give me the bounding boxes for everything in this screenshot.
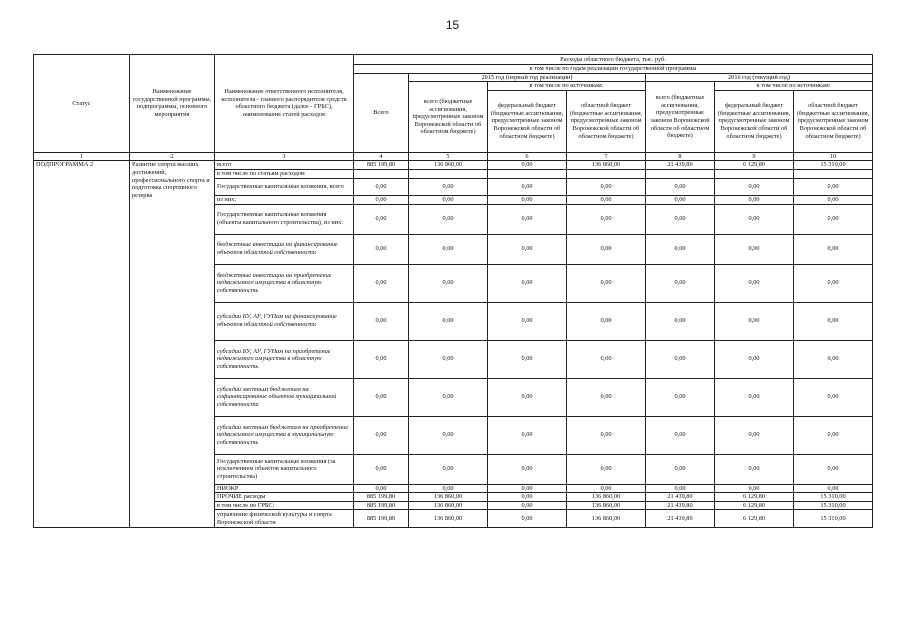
subprogram-name-cell: Развитие спорта высших достижений, профессионального спорта и подготовка спортивного резерва xyxy=(130,161,215,528)
header-executor: Наименование ответственного исполнителя, исполнителя - главного распорядителя средств областного бюджета (далее - ГРБС), наименование статей расходов xyxy=(215,55,354,153)
value-cell: 0,00 xyxy=(715,484,794,493)
row-label: в том числе по ГРБС: xyxy=(215,501,354,510)
value-cell: 0,00 xyxy=(354,204,409,234)
value-cell xyxy=(409,169,488,178)
column-number-row xyxy=(34,152,873,161)
row-label: из них: xyxy=(215,195,354,204)
value-cell: 21 439,80 xyxy=(646,493,715,502)
value-cell: 0,00 xyxy=(794,454,873,484)
value-cell: 0,00 xyxy=(488,302,567,340)
value-cell: 0,00 xyxy=(646,195,715,204)
row-label: НИОКР xyxy=(215,484,354,493)
value-cell: 885 199,80 xyxy=(354,510,409,528)
value-cell: 0,00 xyxy=(488,493,567,502)
header-expenses: Расходы областного бюджета, тыс. руб. xyxy=(354,55,873,65)
value-cell: 0,00 xyxy=(488,204,567,234)
value-cell: 0,00 xyxy=(794,378,873,416)
header-sources-2015: в том числе по источникам: xyxy=(488,82,646,91)
table-header xyxy=(34,55,873,161)
value-cell: 15 310,00 xyxy=(794,510,873,528)
value-cell: 0,00 xyxy=(646,454,715,484)
value-cell: 0,00 xyxy=(715,178,794,195)
col-number: 4 xyxy=(354,152,409,161)
value-cell: 0,00 xyxy=(567,378,646,416)
value-cell: 0,00 xyxy=(488,195,567,204)
value-cell: 0,00 xyxy=(488,340,567,378)
value-cell: 21 439,80 xyxy=(646,501,715,510)
value-cell: 0,00 xyxy=(715,378,794,416)
value-cell: 0,00 xyxy=(567,178,646,195)
value-cell: 0,00 xyxy=(715,340,794,378)
header-sources-2016: в том числе по источникам: xyxy=(715,82,873,91)
value-cell: 136 860,00 xyxy=(409,501,488,510)
value-cell: 0,00 xyxy=(567,416,646,454)
header-regional-2015: областной бюджет (бюджетные ассигнования, предусмотренные законом Воронежской области об областном бюджете) xyxy=(567,90,646,152)
row-label: ПРОЧИЕ расходы xyxy=(215,493,354,502)
value-cell: 0,00 xyxy=(409,234,488,264)
value-cell xyxy=(567,169,646,178)
value-cell: 0,00 xyxy=(567,454,646,484)
value-cell: 0,00 xyxy=(354,234,409,264)
value-cell: 0,00 xyxy=(646,234,715,264)
value-cell: 0,00 xyxy=(488,178,567,195)
value-cell: 885 199,80 xyxy=(354,493,409,502)
value-cell: 21 439,80 xyxy=(646,161,715,170)
value-cell: 15 310,00 xyxy=(794,493,873,502)
value-cell: 0,00 xyxy=(794,195,873,204)
value-cell: 0,00 xyxy=(409,178,488,195)
value-cell: 0,00 xyxy=(794,340,873,378)
value-cell: 0,00 xyxy=(409,264,488,302)
value-cell: 0,00 xyxy=(567,302,646,340)
row-label: управление физической культуры и спорта Воронежской области xyxy=(215,510,354,528)
value-cell: 0,00 xyxy=(567,234,646,264)
page-number: 15 xyxy=(445,18,460,32)
value-cell: 0,00 xyxy=(567,484,646,493)
value-cell xyxy=(488,169,567,178)
value-cell: 0,00 xyxy=(354,195,409,204)
value-cell: 6 129,80 xyxy=(715,161,794,170)
row-label: субсидии местным бюджетам на софинансирование объектов муниципальной собственности xyxy=(215,378,354,416)
value-cell: 0,00 xyxy=(646,264,715,302)
header-regional-2016: областной бюджет (бюджетные ассигнования, предусмотренные законом Воронежской области об областном бюджете) xyxy=(794,90,873,152)
value-cell: 0,00 xyxy=(794,416,873,454)
value-cell: 0,00 xyxy=(488,501,567,510)
value-cell: 0,00 xyxy=(488,510,567,528)
row-label: бюджетные инвестиции на приобретение недвижимого имущества в областную собственность xyxy=(215,264,354,302)
table-row xyxy=(34,161,873,170)
row-label: субсидии БУ, АУ, ГУПам на приобретение недвижимого имущества в областную собственность xyxy=(215,340,354,378)
value-cell: 15 310,00 xyxy=(794,501,873,510)
value-cell: 0,00 xyxy=(794,204,873,234)
row-label: бюджетные инвестиции на финансирование объектов областной собственности xyxy=(215,234,354,264)
value-cell: 0,00 xyxy=(488,416,567,454)
value-cell: 0,00 xyxy=(794,484,873,493)
header-by-years: в том числе по годам реализации государственной программы xyxy=(354,65,873,74)
value-cell: 0,00 xyxy=(794,302,873,340)
value-cell: 0,00 xyxy=(646,204,715,234)
value-cell: 0,00 xyxy=(794,234,873,264)
value-cell: 0,00 xyxy=(409,204,488,234)
value-cell: 0,00 xyxy=(567,340,646,378)
value-cell: 0,00 xyxy=(409,195,488,204)
row-label: Государственные капитальные вложения (объекты капитального строительства), из них: xyxy=(215,204,354,234)
value-cell: 0,00 xyxy=(715,264,794,302)
value-cell: 0,00 xyxy=(488,264,567,302)
row-label: субсидии БУ, АУ, ГУПам на финансирование объектов областной собственности xyxy=(215,302,354,340)
value-cell: 0,00 xyxy=(409,340,488,378)
value-cell: 0,00 xyxy=(715,454,794,484)
value-cell: 885 199,80 xyxy=(354,161,409,170)
value-cell: 0,00 xyxy=(354,340,409,378)
value-cell: 0,00 xyxy=(646,378,715,416)
header-year-2015: 2015 год (первый год реализации) xyxy=(409,73,646,82)
header-status: Статус xyxy=(34,55,130,153)
value-cell: 136 860,00 xyxy=(567,161,646,170)
value-cell: 0,00 xyxy=(567,204,646,234)
col-number: 5 xyxy=(409,152,488,161)
col-number: 1 xyxy=(34,152,130,161)
value-cell xyxy=(354,169,409,178)
value-cell xyxy=(715,169,794,178)
header-program-name: Наименование государственной программы, подпрограммы, основного мероприятия xyxy=(130,55,215,153)
value-cell: 0,00 xyxy=(488,161,567,170)
value-cell: 0,00 xyxy=(354,484,409,493)
row-label: субсидии местным бюджетам на приобретение недвижимого имущества в муниципальную собственность xyxy=(215,416,354,454)
col-number: 9 xyxy=(715,152,794,161)
value-cell: 0,00 xyxy=(715,416,794,454)
value-cell: 136 860,00 xyxy=(409,161,488,170)
row-label: всего xyxy=(215,161,354,170)
header-all-funds-2015: всего (бюджетные ассигнования, предусмотренные законом Воронежской области об областном бюджете) xyxy=(409,82,488,153)
value-cell: 6 129,80 xyxy=(715,510,794,528)
col-number: 8 xyxy=(646,152,715,161)
value-cell: 0,00 xyxy=(567,264,646,302)
value-cell: 0,00 xyxy=(354,454,409,484)
value-cell: 21 439,80 xyxy=(646,510,715,528)
value-cell: 0,00 xyxy=(488,234,567,264)
value-cell: 0,00 xyxy=(794,178,873,195)
value-cell: 0,00 xyxy=(715,234,794,264)
value-cell: 0,00 xyxy=(354,378,409,416)
row-label: в том числе по статьям расходов: xyxy=(215,169,354,178)
budget-table xyxy=(33,54,873,528)
value-cell: 0,00 xyxy=(567,195,646,204)
value-cell: 136 860,00 xyxy=(567,501,646,510)
value-cell: 136 860,00 xyxy=(567,493,646,502)
value-cell: 0,00 xyxy=(715,204,794,234)
value-cell: 136 860,00 xyxy=(567,510,646,528)
header-total: Всего xyxy=(354,73,409,152)
header-all-funds-2016: всего (бюджетные ассигнования, предусмотренные законом Воронежской области об областном бюджете) xyxy=(646,82,715,153)
value-cell: 0,00 xyxy=(354,416,409,454)
header-federal-2015: федеральный бюджет (бюджетные ассигнования, предусмотренные законом Воронежской области об областном бюджете) xyxy=(488,90,567,152)
value-cell: 0,00 xyxy=(354,302,409,340)
header-year-2016: 2016 год (текущий год) xyxy=(646,73,873,82)
value-cell: 0,00 xyxy=(646,302,715,340)
value-cell: 6 129,80 xyxy=(715,493,794,502)
header-federal-2016: федеральный бюджет (бюджетные ассигнования, предусмотренные законом Воронежской области об областном бюджете) xyxy=(715,90,794,152)
col-number: 10 xyxy=(794,152,873,161)
value-cell: 0,00 xyxy=(409,302,488,340)
value-cell: 0,00 xyxy=(794,264,873,302)
col-number: 7 xyxy=(567,152,646,161)
status-cell: ПОДПРОГРАММА 2 xyxy=(34,161,130,528)
value-cell: 0,00 xyxy=(409,378,488,416)
value-cell: 0,00 xyxy=(488,454,567,484)
value-cell: 885 199,80 xyxy=(354,501,409,510)
value-cell: 0,00 xyxy=(646,484,715,493)
col-number: 2 xyxy=(130,152,215,161)
value-cell: 136 860,00 xyxy=(409,510,488,528)
value-cell: 6 129,80 xyxy=(715,501,794,510)
row-label: Государственные капитальные вложения (за исключением объектов капитального строительства) xyxy=(215,454,354,484)
value-cell: 0,00 xyxy=(646,178,715,195)
value-cell xyxy=(794,169,873,178)
value-cell: 0,00 xyxy=(715,302,794,340)
value-cell: 0,00 xyxy=(646,416,715,454)
col-number: 6 xyxy=(488,152,567,161)
table-body xyxy=(34,161,873,528)
value-cell: 0,00 xyxy=(409,454,488,484)
value-cell: 0,00 xyxy=(354,178,409,195)
value-cell: 0,00 xyxy=(409,484,488,493)
value-cell xyxy=(646,169,715,178)
value-cell: 0,00 xyxy=(409,416,488,454)
value-cell: 0,00 xyxy=(715,195,794,204)
value-cell: 0,00 xyxy=(488,484,567,493)
value-cell: 0,00 xyxy=(354,264,409,302)
value-cell: 15 310,00 xyxy=(794,161,873,170)
value-cell: 0,00 xyxy=(646,340,715,378)
value-cell: 0,00 xyxy=(488,378,567,416)
value-cell: 136 860,00 xyxy=(409,493,488,502)
row-label: Государственные капитальные вложения, всего xyxy=(215,178,354,195)
col-number: 3 xyxy=(215,152,354,161)
